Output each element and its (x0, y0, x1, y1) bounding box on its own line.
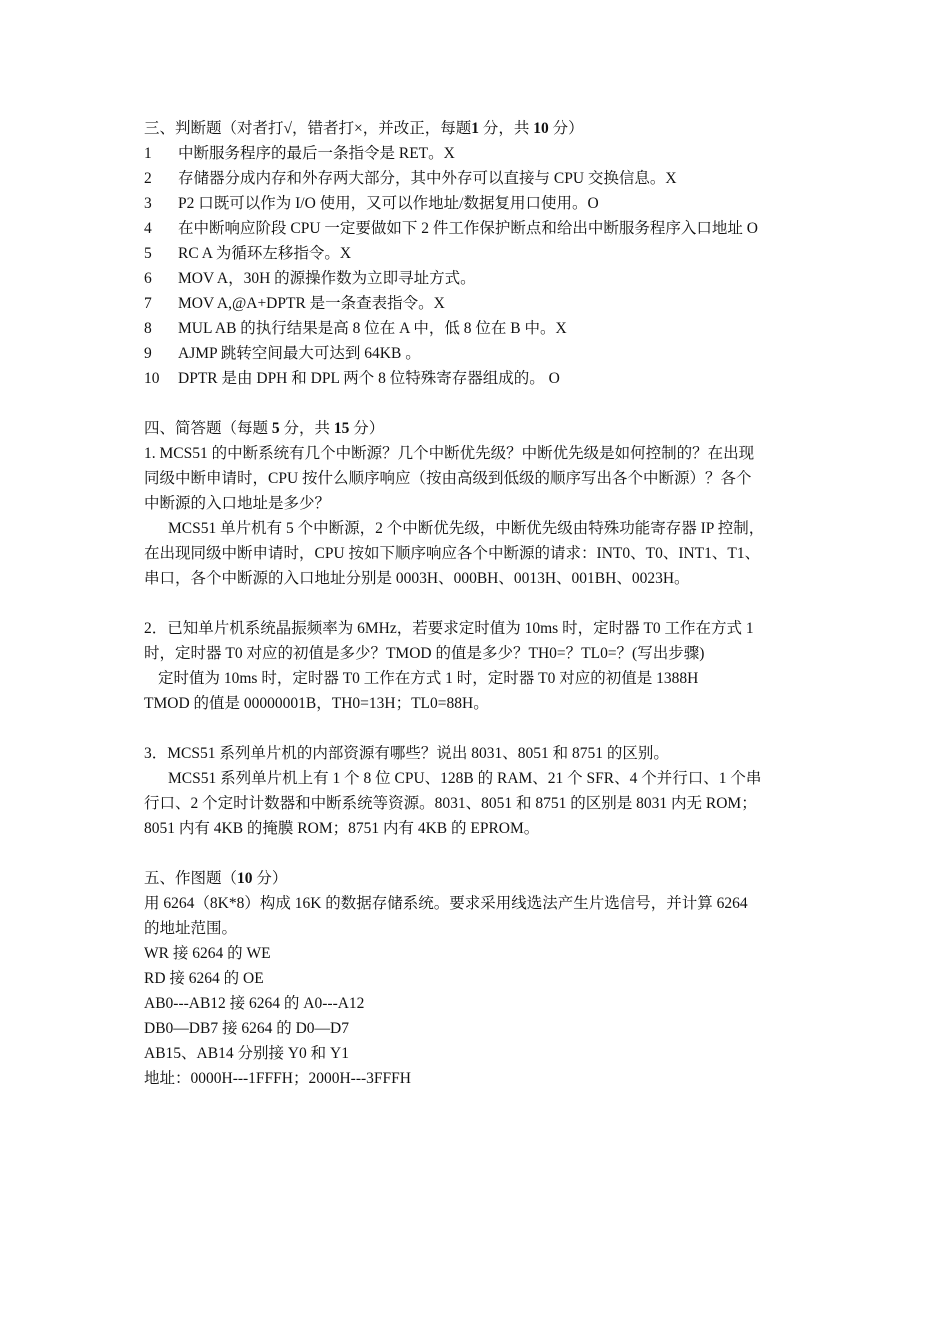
item-number: 7 (144, 295, 152, 312)
judge-item (144, 241, 810, 266)
item-number: 3 (144, 195, 152, 212)
draw-line: RD 接 6264 的 OE (144, 970, 264, 987)
section-heading-judge (144, 116, 810, 141)
item-number: 9 (144, 345, 152, 362)
heading-text: 分） (349, 420, 385, 437)
heading-text: 五、作图题（ (144, 870, 238, 887)
item-text: P2 口既可以作为 I/O 使用，又可以作地址/数据复用口使用。O (178, 195, 599, 212)
heading-total: 15 (333, 420, 350, 437)
heading-text: 分） (252, 870, 288, 887)
item-number: 10 (144, 370, 160, 387)
answer-line: TMOD 的值是 00000001B，TH0=13H；TL0=88H。 (144, 695, 489, 712)
judge-item (144, 191, 810, 216)
draw-line: DB0—DB7 接 6264 的 D0—D7 (144, 1020, 349, 1037)
draw-line: 地址：0000H---1FFFH；2000H---3FFFH (144, 1070, 411, 1087)
heading-text: 分，共 (479, 120, 534, 137)
heading-score: 5 (271, 420, 280, 437)
answer-line: 8051 内有 4KB 的掩膜 ROM；8751 内有 4KB 的 EPROM。 (144, 820, 540, 837)
judge-item (144, 216, 810, 241)
section-heading-short (144, 416, 810, 441)
draw-line: AB15、AB14 分别接 Y0 和 Y1 (144, 1045, 349, 1062)
judge-item (144, 366, 810, 391)
spacer (144, 841, 810, 866)
heading-text: 分） (548, 120, 584, 137)
judge-item (144, 266, 810, 291)
question-line: 同级中断申请时，CPU 按什么顺序响应（按由高级到低级的顺序写出各个中断源）？各个 (144, 470, 752, 487)
answer-line: MCS51 系列单片机上有 1 个 8 位 CPU、128B 的 RAM、21 个 SFR、4 个并行口、1 个串 (168, 770, 762, 787)
heading-total: 10 (533, 120, 549, 137)
question-line: 1. MCS51 的中断系统有几个中断源？几个中断优先级？中断优先级是如何控制的？在出现 (144, 445, 755, 462)
answer-line: 行口、2 个定时计数器和中断系统等资源。8031、8051 和 8751 的区别是 8031 内无 ROM； (144, 795, 757, 812)
draw-line: 的地址范围。 (144, 920, 238, 937)
item-text: MOV A，30H 的源操作数为立即寻址方式。 (178, 270, 476, 287)
item-text: 中断服务程序的最后一条指令是 RET。X (178, 145, 455, 162)
item-number: 8 (144, 320, 152, 337)
heading-text: 四、简答题（每题 (144, 420, 272, 437)
spacer (144, 716, 810, 741)
item-text: 在中断响应阶段 CPU 一定要做如下 2 件工作保护断点和给出中断服务程序入口地址 O (178, 220, 758, 237)
judge-item (144, 291, 810, 316)
item-number: 1 (144, 145, 152, 162)
judge-item (144, 166, 810, 191)
answer-line: 串口，各个中断源的入口地址分别是 0003H、000BH、0013H、001BH、0023H。 (144, 570, 690, 587)
judge-item (144, 141, 810, 166)
judge-item (144, 316, 810, 341)
question-line: 中断源的入口地址是多少？ (144, 495, 331, 512)
item-text: MUL AB 的执行结果是高 8 位在 A 中，低 8 位在 B 中。X (178, 320, 567, 337)
item-number: 5 (144, 245, 152, 262)
item-text: AJMP 跳转空间最大可达到 64KB 。 (178, 345, 421, 362)
spacer (144, 591, 810, 616)
heading-score: 1 (471, 120, 479, 137)
heading-text: 分，共 (279, 420, 334, 437)
heading-score: 10 (237, 870, 253, 887)
question-line: 2．已知单片机系统晶振频率为 6MHz，若要求定时值为 10ms 时，定时器 T0 工作在方式 1 (144, 620, 754, 637)
heading-text: 三、判断题（对者打√，错者打×，并改正，每题 (144, 120, 472, 137)
exam-page (144, 116, 810, 1091)
answer-line: MCS51 单片机有 5 个中断源，2 个中断优先级，中断优先级由特殊功能寄存器 IP 控制， (168, 520, 765, 537)
item-number: 6 (144, 270, 152, 287)
question-line: 时，定时器 T0 对应的初值是多少？TMOD 的值是多少？TH0=？TL0=？(写出步骤) (144, 645, 705, 662)
answer-line: 定时值为 10ms 时，定时器 T0 工作在方式 1 时，定时器 T0 对应的初值是 1388H (158, 670, 699, 687)
question-line: 3．MCS51 系列单片机的内部资源有哪些？说出 8031、8051 和 8751 的区别。 (144, 745, 669, 762)
judge-item (144, 341, 810, 366)
item-text: MOV A,@A+DPTR 是一条查表指令。X (178, 295, 445, 312)
item-text: 存储器分成内存和外存两大部分，其中外存可以直接与 CPU 交换信息。X (178, 170, 677, 187)
item-number: 4 (144, 220, 152, 237)
item-number: 2 (144, 170, 152, 187)
draw-line: 用 6264（8K*8）构成 16K 的数据存储系统。要求采用线选法产生片选信号，并计算 6264 (144, 895, 748, 912)
item-text: RC A 为循环左移指令。X (178, 245, 352, 262)
answer-line: 在出现同级中断申请时，CPU 按如下顺序响应各个中断源的请求：INT0、T0、INT1、T1、 (144, 545, 761, 562)
spacer (144, 391, 810, 416)
section-heading-draw (144, 866, 810, 891)
draw-line: AB0---AB12 接 6264 的 A0---A12 (144, 995, 365, 1012)
item-text: DPTR 是由 DPH 和 DPL 两个 8 位特殊寄存器组成的。 O (178, 370, 560, 387)
draw-line: WR 接 6264 的 WE (144, 945, 271, 962)
